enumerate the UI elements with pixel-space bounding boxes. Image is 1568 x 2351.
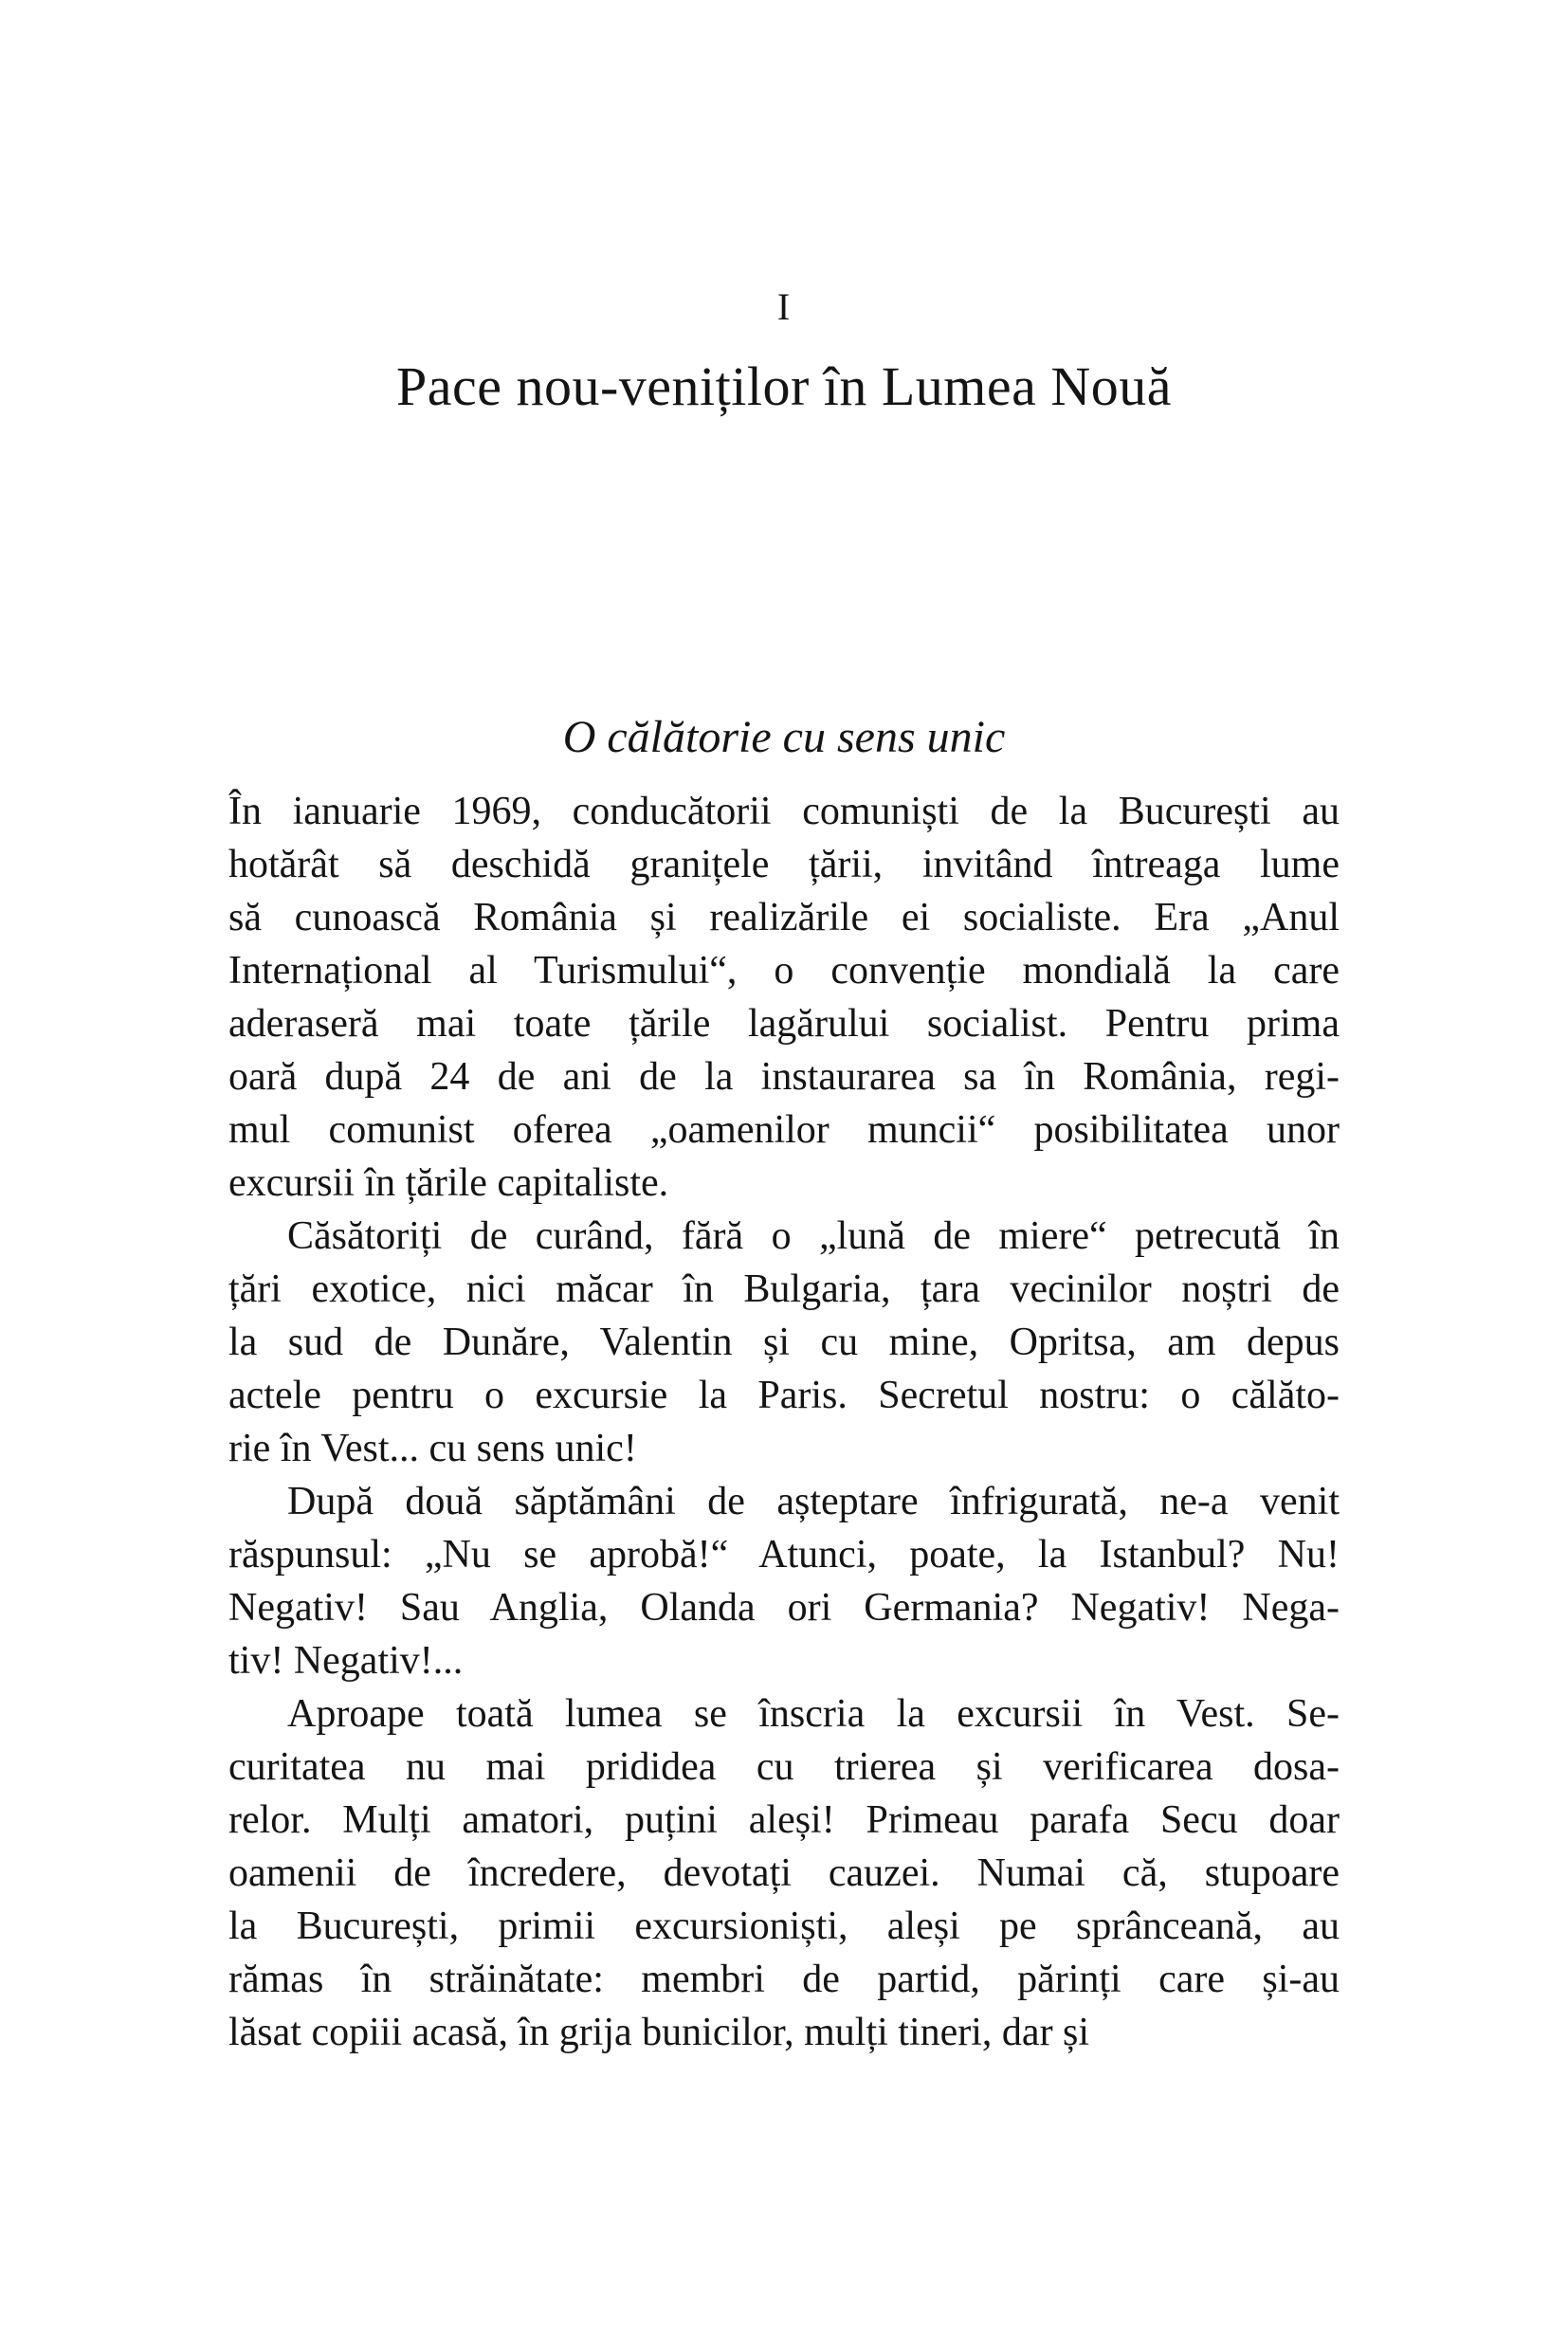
- text-line: Aproape toată lumea se înscria la excursii în Vest. Se-: [287, 1692, 1340, 1736]
- text-line: actele pentru o excursie la Paris. Secretul nostru: o călăto-: [228, 1374, 1340, 1417]
- text-line: mul comunist oferea „oamenilor muncii“ posibilitatea unor: [228, 1108, 1340, 1152]
- text-line: excursii în țările capitaliste.: [228, 1161, 669, 1205]
- text-line: oară după 24 de ani de la instaurarea sa în România, regi-: [228, 1055, 1340, 1099]
- text-line: relor. Mulți amatori, puțini aleși! Primeau parafa Secu doar: [228, 1798, 1340, 1842]
- text-line: Negativ! Sau Anglia, Olanda ori Germania? Negativ! Nega-: [228, 1586, 1340, 1630]
- text-line: lăsat copiii acasă, în grija bunicilor, mulți tineri, dar și: [228, 2011, 1090, 2054]
- text-line: După două săptămâni de așteptare înfrigurată, ne-a venit: [287, 1480, 1340, 1523]
- text-line: rie în Vest... cu sens unic!: [228, 1427, 637, 1470]
- text-line: În ianuarie 1969, conducătorii comuniști de la București au: [228, 790, 1340, 833]
- text-line: Internațional al Turismului“, o convenție mondială la care: [228, 949, 1340, 993]
- text-line: la București, primii excursioniști, aleși pe sprânceană, au: [228, 1904, 1340, 1948]
- text-line: să cunoască România și realizările ei socialiste. Era „Anul: [228, 896, 1340, 939]
- chapter-title: Pace nou-veniților în Lumea Nouă: [395, 355, 1173, 417]
- text-line: oamenii de încredere, devotați cauzei. Numai că, stupoare: [228, 1851, 1340, 1895]
- text-line: răspunsul: „Nu se aprobă!“ Atunci, poate, la Istanbul? Nu!: [228, 1533, 1340, 1576]
- chapter-number: I: [776, 285, 792, 328]
- text-line: aderaseră mai toate țările lagărului socialist. Pentru prima: [228, 1002, 1340, 1046]
- text-line: curitatea nu mai prididea cu trierea și verificarea dosa-: [228, 1745, 1340, 1789]
- text-line: tiv! Negativ!...: [228, 1639, 464, 1683]
- body-text: [228, 785, 1340, 2059]
- text-line: rămas în străinătate: membri de partid, părinți care și-au: [228, 1958, 1340, 2001]
- text-line: la sud de Dunăre, Valentin și cu mine, Opritsa, am depus: [228, 1321, 1340, 1364]
- text-line: hotărât să deschidă granițele țării, invitând întreaga lume: [228, 843, 1340, 886]
- text-line: țări exotice, nici măcar în Bulgaria, țara vecinilor noștri de: [228, 1267, 1340, 1311]
- section-heading: O călătorie cu sens unic: [562, 712, 1006, 762]
- text-line: Căsătoriți de curând, fără o „lună de miere“ petrecută în: [287, 1214, 1340, 1258]
